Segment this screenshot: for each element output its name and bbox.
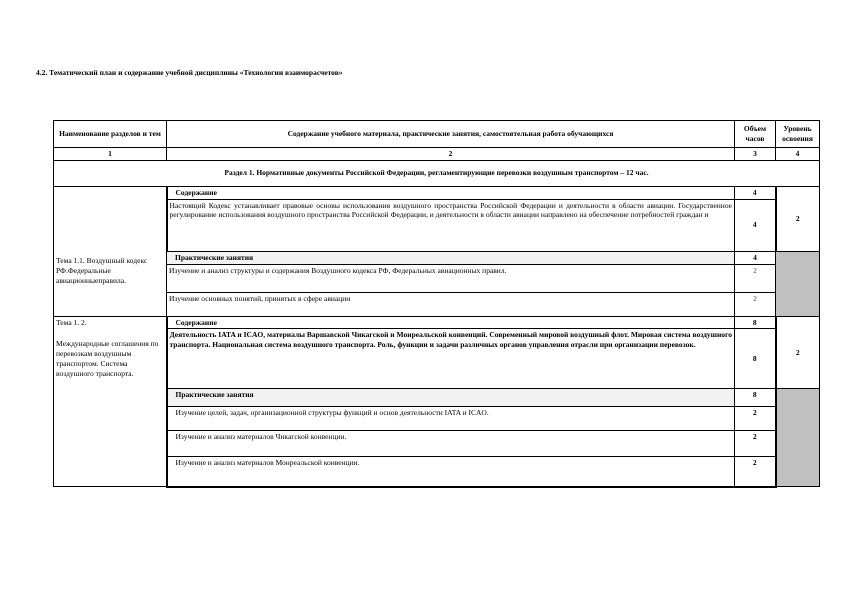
thematic-plan-table — [53, 120, 820, 488]
column-number: 2 — [167, 148, 735, 161]
header-topic-name: Наименование разделов и тем — [54, 121, 167, 148]
practice-label: Практические занятия — [167, 251, 735, 264]
table-row — [54, 292, 820, 316]
practice-hours: 8 — [735, 389, 776, 407]
practice-item: Изучение и анализ материалов Чикагской конвенции. — [167, 431, 735, 457]
content-hours: 4 — [735, 186, 776, 199]
content-text-hours: 8 — [735, 329, 776, 389]
section-row — [54, 160, 820, 186]
table-row — [54, 457, 820, 487]
table-row — [54, 329, 820, 389]
header-level: Уровень освоения — [776, 121, 820, 148]
topic-name — [54, 316, 167, 487]
column-number: 3 — [735, 148, 776, 161]
section-title: Раздел 1. Нормативные документы Российской Федерации, регламентирующие перевозки воздушным транспортом – 12 час. — [54, 160, 820, 186]
content-label: Содержание — [167, 316, 735, 329]
practice-hours: 4 — [735, 251, 776, 264]
practice-item: Изучение и анализ материалов Монреальской конвенции. — [167, 457, 735, 487]
practice-item: Изучение целей, задач, организационной структуры функций и основ деятельности IATA и ICAO. — [167, 407, 735, 431]
content-text: Настоящий Кодекс устанавливает правовые основы использования воздушного пространства Российской Федерации и деятельности в области авиации. Государственное регулирование использования воздушного пространства Российской Федерации, и деятельности в области авиации направлено на обеспечение потребностей граждан и — [167, 199, 735, 251]
content-text-hours: 4 — [735, 199, 776, 251]
gray-cell — [776, 389, 820, 487]
column-number-row — [54, 148, 820, 161]
practice-item-hours: 2 — [735, 431, 776, 457]
table-header-row — [54, 121, 820, 148]
level-of-mastery: 2 — [776, 186, 820, 251]
practice-item: Изучение основных понятий, принятых в сфере авиации — [167, 292, 735, 316]
document-title: 4.2. Тематический план и содержание учебной дисциплины «Технологии взаиморасчетов» — [36, 68, 343, 77]
practice-item: Изучение и анализ структуры и содержания Воздушного кодекса РФ, Федеральных авиационных правил. — [167, 264, 735, 292]
table-row — [54, 199, 820, 251]
topic-name: Тема 1.1. Воздушный кодекс РФ.Федеральные авиационныеправила. — [54, 186, 167, 316]
practice-label: Практические занятия — [167, 389, 735, 407]
content-hours: 8 — [735, 316, 776, 329]
content-text: Деятельность IATA и ICAO, материалы Варшавской Чикагской и Монреальской конвенций. Современный мировой воздушный флот. Мировая система воздушного транспорта. Национальная система воздушного транспорта. Роль, функции и задачи различных органов управления отрасли при организации перевозок. — [167, 329, 735, 389]
content-label: Содержание — [167, 186, 735, 199]
header-content: Содержание учебного материала, практические занятия, самостоятельная работа обучающихся — [167, 121, 735, 148]
gray-cell — [776, 251, 820, 316]
practice-item-hours: 2 — [735, 407, 776, 431]
header-hours: Объем часов — [735, 121, 776, 148]
table-row — [54, 264, 820, 292]
table-row — [54, 407, 820, 431]
practice-item-hours: 2 — [735, 292, 776, 316]
table-row — [54, 389, 820, 407]
column-number: 4 — [776, 148, 820, 161]
practice-item-hours: 2 — [735, 457, 776, 487]
topic-title: Международные соглашения по перевозкам воздушным транспортом. Система воздушного транспорта. — [56, 339, 159, 378]
table-row — [54, 251, 820, 264]
topic-number: Тема 1. 2. — [56, 317, 87, 327]
table-row — [54, 316, 820, 329]
practice-item-hours: 2 — [735, 264, 776, 292]
level-of-mastery: 2 — [776, 316, 820, 389]
table-row — [54, 431, 820, 457]
column-number: 1 — [54, 148, 167, 161]
table-row — [54, 186, 820, 199]
